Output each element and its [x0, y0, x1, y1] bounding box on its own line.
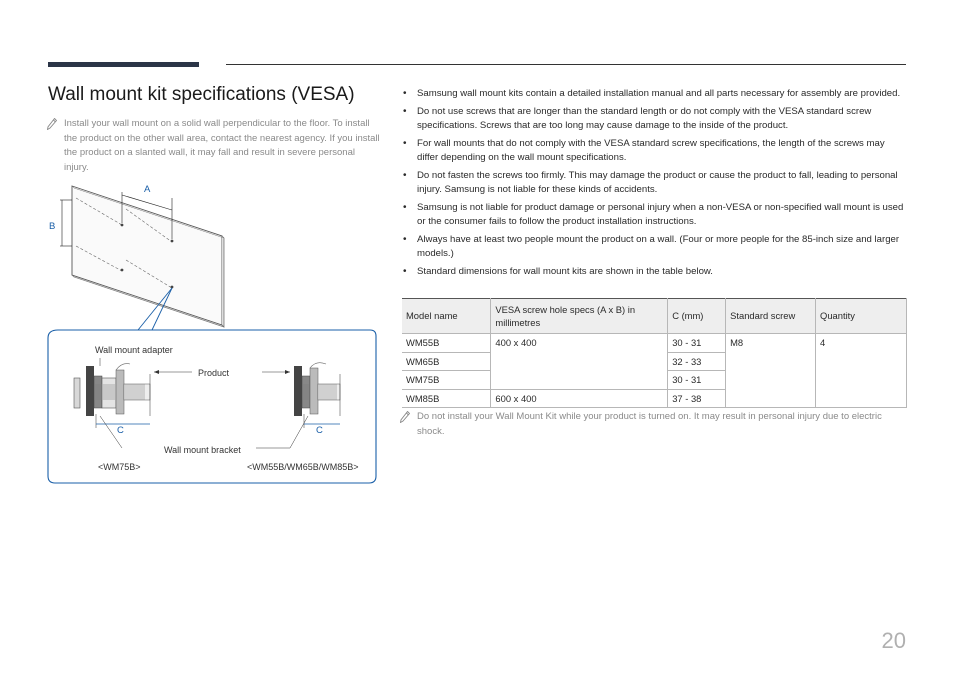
cell-c: 30 - 31: [668, 334, 726, 353]
left-note: [64, 117, 380, 175]
header-c-mm: C (mm): [668, 299, 726, 334]
product-panel-illustration: [60, 186, 224, 330]
right-note-text: Do not install your Wall Mount Kit while your product is turned on. It may result in personal injury due to electric shock.: [417, 411, 882, 437]
header-standard-screw: Standard screw: [726, 299, 816, 334]
cell-model: WM75B: [402, 371, 491, 390]
left-note-text: Install your wall mount on a solid wall perpendicular to the floor. To install the product on the other wall area, contact the nearest agency. If you install the product on a slanted wall, it may fall and result in severe personal injury.: [64, 118, 380, 173]
list-item: • Do not fasten the screws too firmly. This may damage the product or cause the product to fall, leading to personal injury. Samsung is not liable for these kinds of accidents.: [403, 169, 908, 197]
pencil-icon: [400, 411, 410, 423]
page-number: 20: [881, 628, 906, 653]
wall-mount-spec-table: [402, 298, 907, 408]
label-a: A: [144, 184, 151, 195]
pencil-icon: [47, 118, 57, 130]
header-accent-bar: [48, 62, 199, 67]
cell-model: WM85B: [402, 389, 491, 408]
cell-screw: M8: [726, 334, 816, 408]
label-product: Product: [198, 368, 230, 378]
list-item: • Samsung is not liable for product damage or personal injury when a non-VESA or non-specified wall mount is used or the consumer fails to follow the product installation instructions.: [403, 201, 908, 229]
header-rule: [226, 64, 906, 65]
label-b: B: [49, 221, 56, 232]
wall-mount-diagram: [46, 178, 380, 486]
label-wall-mount-bracket: Wall mount bracket: [164, 445, 241, 455]
table-header-row: [402, 299, 907, 334]
caption-wm55b-wm65b-wm85b: <WM55B/WM65B/WM85B>: [247, 462, 359, 472]
page-title: Wall mount kit specifications (VESA): [48, 84, 355, 105]
list-item: • Do not use screws that are longer than the standard length or do not comply with the VESA standard screw specifications. Screws that are too long may cause damage to the inside of the product.: [403, 105, 908, 133]
table-row: [402, 334, 907, 353]
cell-vesa: 600 x 400: [491, 389, 668, 408]
header-vesa-specs: VESA screw hole specs (A x B) in millimetres: [491, 299, 668, 334]
cell-c: 32 - 33: [668, 352, 726, 371]
cell-c: 30 - 31: [668, 371, 726, 390]
cell-c: 37 - 38: [668, 389, 726, 408]
header-model-name: Model name: [402, 299, 491, 334]
precaution-list: [403, 87, 908, 283]
label-wall-mount-adapter: Wall mount adapter: [95, 345, 173, 355]
header-quantity: Quantity: [816, 299, 907, 334]
caption-wm75b: <WM75B>: [98, 462, 141, 472]
list-item: • Always have at least two people mount the product on a wall. (Four or more people for the 85-inch size and larger models.): [403, 233, 908, 261]
list-item: • For wall mounts that do not comply with the VESA standard screw specifications, the length of the screws may differ depending on the wall mount specifications.: [403, 137, 908, 165]
label-c-right: C: [316, 425, 323, 436]
right-note: [417, 410, 907, 439]
cell-model: WM65B: [402, 352, 491, 371]
cell-model: WM55B: [402, 334, 491, 353]
list-item: • Samsung wall mount kits contain a detailed installation manual and all parts necessary for assembly are provided.: [403, 87, 908, 101]
list-item: • Standard dimensions for wall mount kits are shown in the table below.: [403, 265, 908, 279]
cell-vesa: 400 x 400: [491, 334, 668, 390]
label-c-left: C: [117, 425, 124, 436]
cell-quantity: 4: [816, 334, 907, 408]
